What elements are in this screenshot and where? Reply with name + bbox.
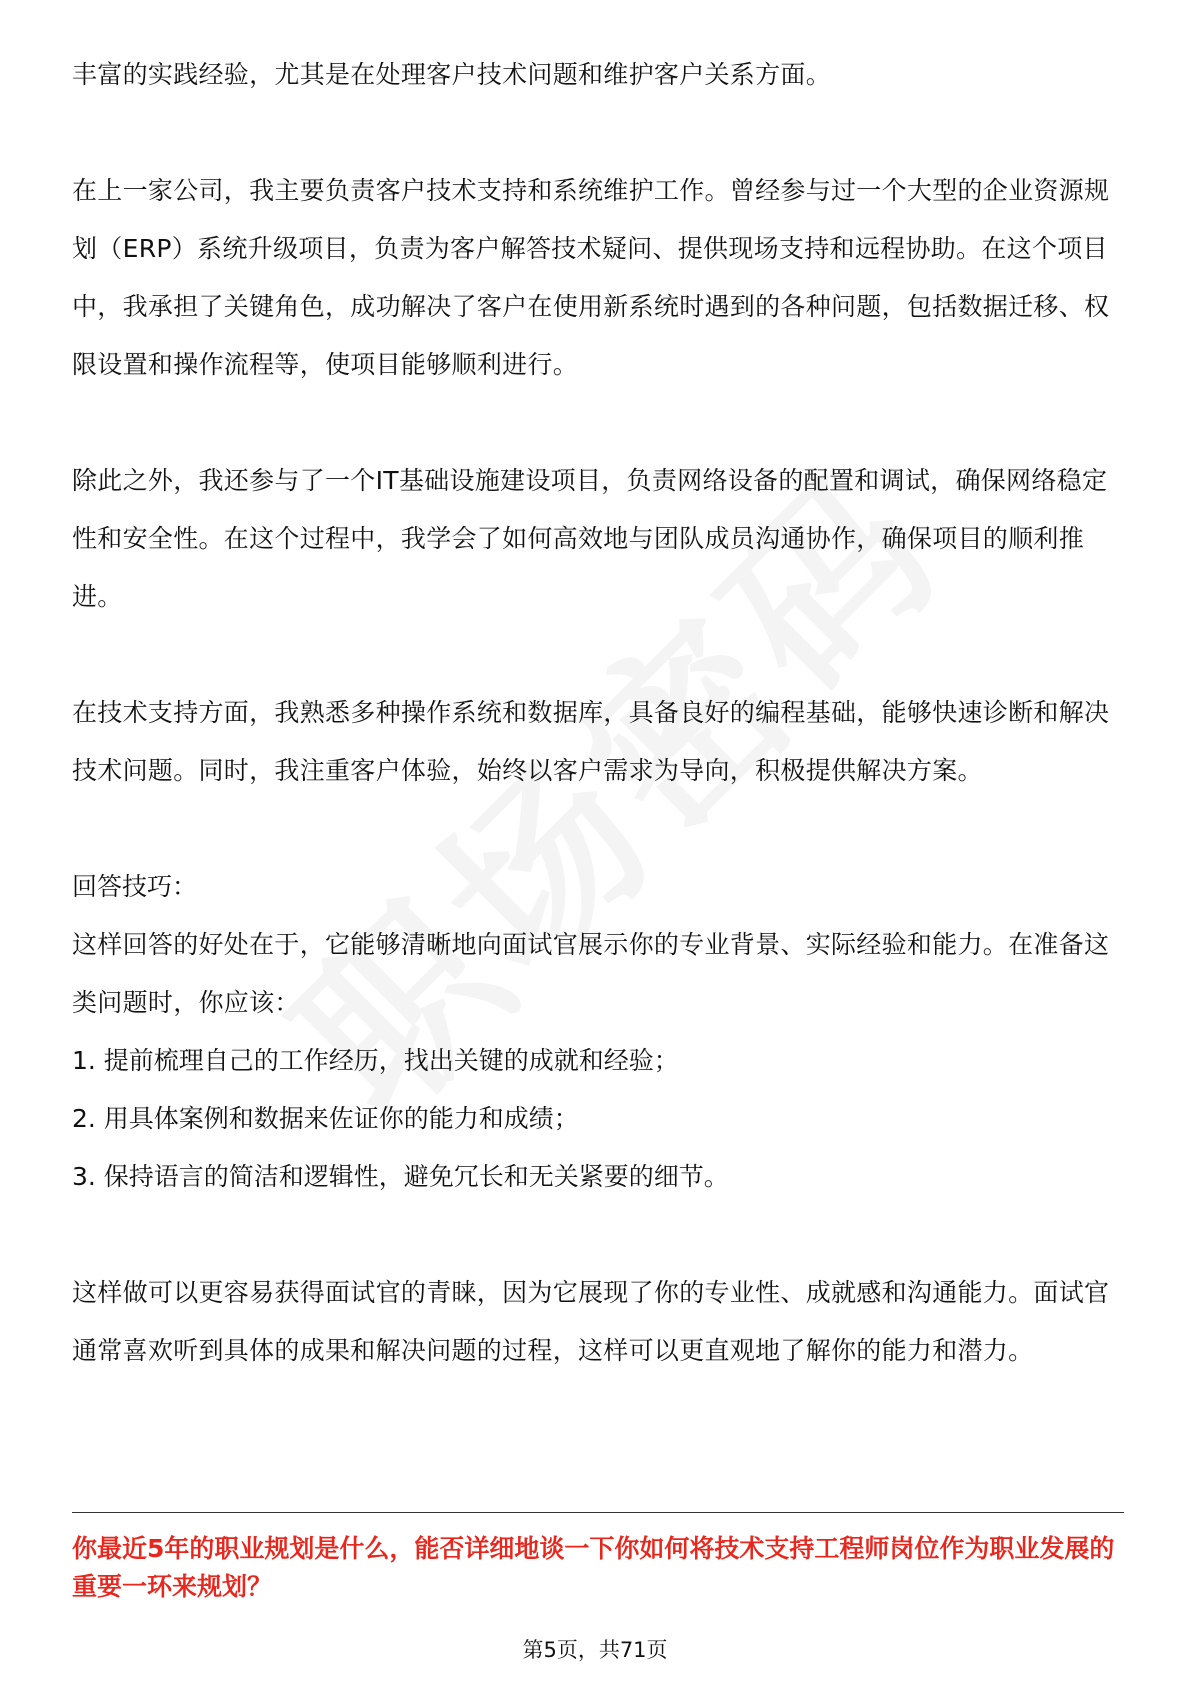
list-item: 2. 用具体案例和数据来佐证你的能力和成绩； [72,1104,579,1133]
list-item: 1. 提前梳理自己的工作经历，找出关键的成就和经验； [72,1046,679,1075]
paragraph-experience-intro: 丰富的实践经验，尤其是在处理客户技术问题和维护客户关系方面。 [72,60,832,89]
tips-intro: 这样回答的好处在于，它能够清晰地向面试官展示你的专业背景、实际经验和能力。在准备这类问题时，你应该： [72,930,1110,1017]
paragraph-it-infrastructure: 除此之外，我还参与了一个IT基础设施建设项目，负责网络设备的配置和调试，确保网络稳定性和安全性。在这个过程中，我学会了如何高效地与团队成员沟通协作，确保项目的顺利推进。 [72,466,1108,611]
paragraph-tech-support: 在技术支持方面，我熟悉多种操作系统和数据库，具备良好的编程基础，能够快速诊断和解决技术问题。同时，我注重客户体验，始终以客户需求为导向，积极提供解决方案。 [72,698,1110,785]
tips-list [72,1032,1124,1206]
main-content [72,46,1124,1380]
paragraph-erp-project: 在上一家公司，我主要负责客户技术支持和系统维护工作。曾经参与过一个大型的企业资源规划（ERP）系统升级项目，负责为客户解答技术疑问、提供现场支持和远程协助。在这个项目中，我承担了关键角色，成功解决了客户在使用新系统时遇到的各种问题，包括数据迁移、权限设置和操作流程等，使项目能够顺利进行。 [72,176,1110,379]
section-divider [72,1512,1124,1513]
closing-paragraph: 这样做可以更容易获得面试官的青睐，因为它展现了你的专业性、成就感和沟通能力。面试官通常喜欢听到具体的成果和解决问题的过程，这样可以更直观地了解你的能力和潜力。 [72,1278,1110,1365]
tips-title: 回答技巧： [72,872,198,901]
next-question-heading: 你最近5年的职业规划是什么，能否详细地谈一下你如何将技术支持工程师岗位作为职业发展的重要一环来规划？ [72,1534,1115,1601]
page-number: 第5页，共71页 [522,1638,668,1662]
list-item: 3. 保持语言的简洁和逻辑性，避免冗长和无关紧要的细节。 [72,1162,729,1191]
